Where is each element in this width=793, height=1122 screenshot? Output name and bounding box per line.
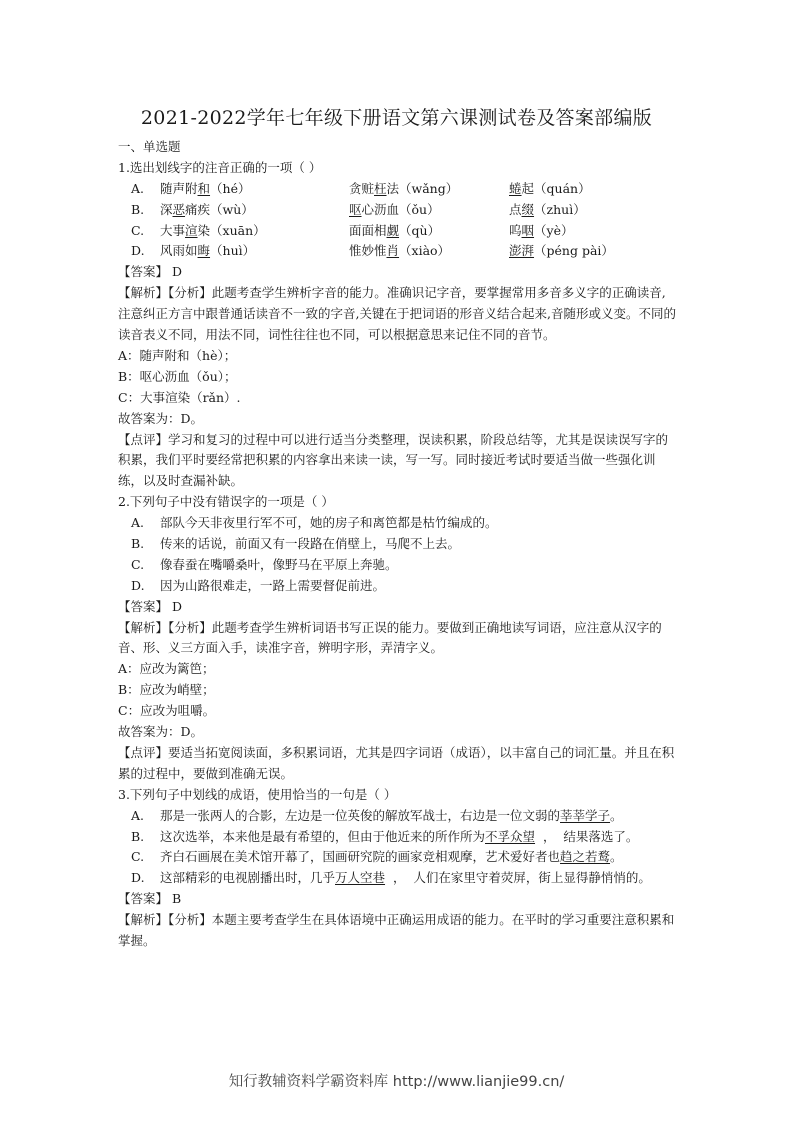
q3-answer: 【答案】 B [118, 891, 182, 907]
q1-fix: C：大事渲染（rǎn）. [118, 389, 241, 405]
q3-option: B. 这次选举，本来他是最有希望的，但由于他近来的所作所为不孚众望 ， 结果落选了。 [131, 828, 639, 844]
q1-option: A. 随声附和（hé） 贪赃枉法（wǎng） 蜷起（quán） [131, 180, 591, 196]
q1-options [118, 179, 678, 263]
q1-option: D. 风雨如晦（huì） 惟妙惟肖（xiào） 澎湃（péng pài） [131, 243, 614, 259]
q2-option: C. 像春蚕在嘴嚼桑叶，像野马在平原上奔驰。 [131, 556, 398, 572]
q3-option: C. 齐白石画展在美术馆开幕了，国画研究院的画家竞相观摩，艺术爱好者也趋之若鹜。 [131, 849, 623, 865]
q3-option: A. 那是一张两人的合影，左边是一位英俊的解放军战士，右边是一位文弱的莘莘学子。 [131, 807, 623, 823]
q1-answer: 【答案】 D [118, 264, 182, 280]
q1-comment: 【点评】学习和复习的过程中可以进行适当分类整理，误读积累，阶段总结等，尤其是误读误写字的积累，我们平时要经常把积累的内容拿出来读一读，写一写。同时接近考试时要适当做一些强化训练，以及时查漏补缺。 [118, 431, 669, 489]
q2-fix: A：应改为篱笆； [118, 661, 215, 677]
q1-analysis: 【解析】【分析】此题考查学生辨析字音的能力。准确识记字音，要掌握常用多音多义字的正确读音,注意纠正方言中跟普通话读音不一致的字音,关键在于把词语的形音义结合起来,音随形或义变。不同的读音表义不同，用法不同，词性往往也不同，可以根据意思来记住不同的音节。 [118, 285, 676, 343]
q1-fix: B：呕心沥血（ǒu）； [118, 368, 237, 384]
q1-option: C. 大事渲染（xuān） 面面相觑（qù） 呜咽（yè） [131, 222, 574, 238]
q2-option: B. 传来的话说，前面又有一段路在俏壁上，马爬不上去。 [131, 536, 461, 552]
q1-conclusion: 故答案为：D。 [118, 410, 204, 426]
q2-fix: C：应改为咀嚼。 [118, 703, 216, 719]
page-title: 2021-2022学年七年级下册语文第六课测试卷及答案部编版 [140, 107, 653, 129]
q2-fix: B：应改为峭壁； [118, 682, 215, 698]
q3-option: D. 这部精彩的电视剧播出时，几乎万人空巷 ， 人们在家里守着荧屏，街上显得静悄悄的。 [131, 870, 651, 886]
footer-watermark: 知行教辅资料学霸资料库 http://www.lianjie99.cn/ [228, 1074, 565, 1090]
q1-stem: 1.选出划线字的注音正确的一项（ ） [118, 159, 322, 175]
q2-option: A. 部队今天非夜里行军不可，她的房子和离笆都是枯竹编成的。 [131, 515, 498, 531]
q2-option: D. 因为山路很难走，一路上需要督促前进。 [131, 577, 386, 593]
q2-stem: 2.下列句子中没有错误字的一项是（ ） [118, 494, 334, 510]
q1-fix: A：随声附和（hè）； [118, 347, 237, 363]
q2-comment: 【点评】要适当拓宽阅读面，多积累词语，尤其是四字词语（成语），以丰富自己的词汇量。并且在积累的过程中，要做到准确无误。 [118, 744, 675, 781]
section-heading: 一、单选题 [118, 139, 181, 154]
q2-conclusion: 故答案为：D。 [118, 724, 204, 740]
q3-stem: 3.下列句子中划线的成语，使用恰当的一句是（ ） [118, 786, 397, 802]
document-body [118, 137, 678, 952]
q3-analysis: 【解析】【分析】本题主要考查学生在具体语境中正确运用成语的能力。在平时的学习重要注意积累和掌握。 [118, 912, 675, 949]
q1-option: B. 深恶痛疾（wù） 呕心沥血（ǒu） 点缀（zhuì） [131, 201, 586, 217]
q2-analysis: 【解析】【分析】此题考查学生辨析词语书写正误的能力。要做到正确地读写词语，应注意从汉字的音、形、义三方面入手，读准字音，辨明字形，弄清字义。 [118, 619, 662, 656]
q2-answer: 【答案】 D [118, 598, 182, 614]
